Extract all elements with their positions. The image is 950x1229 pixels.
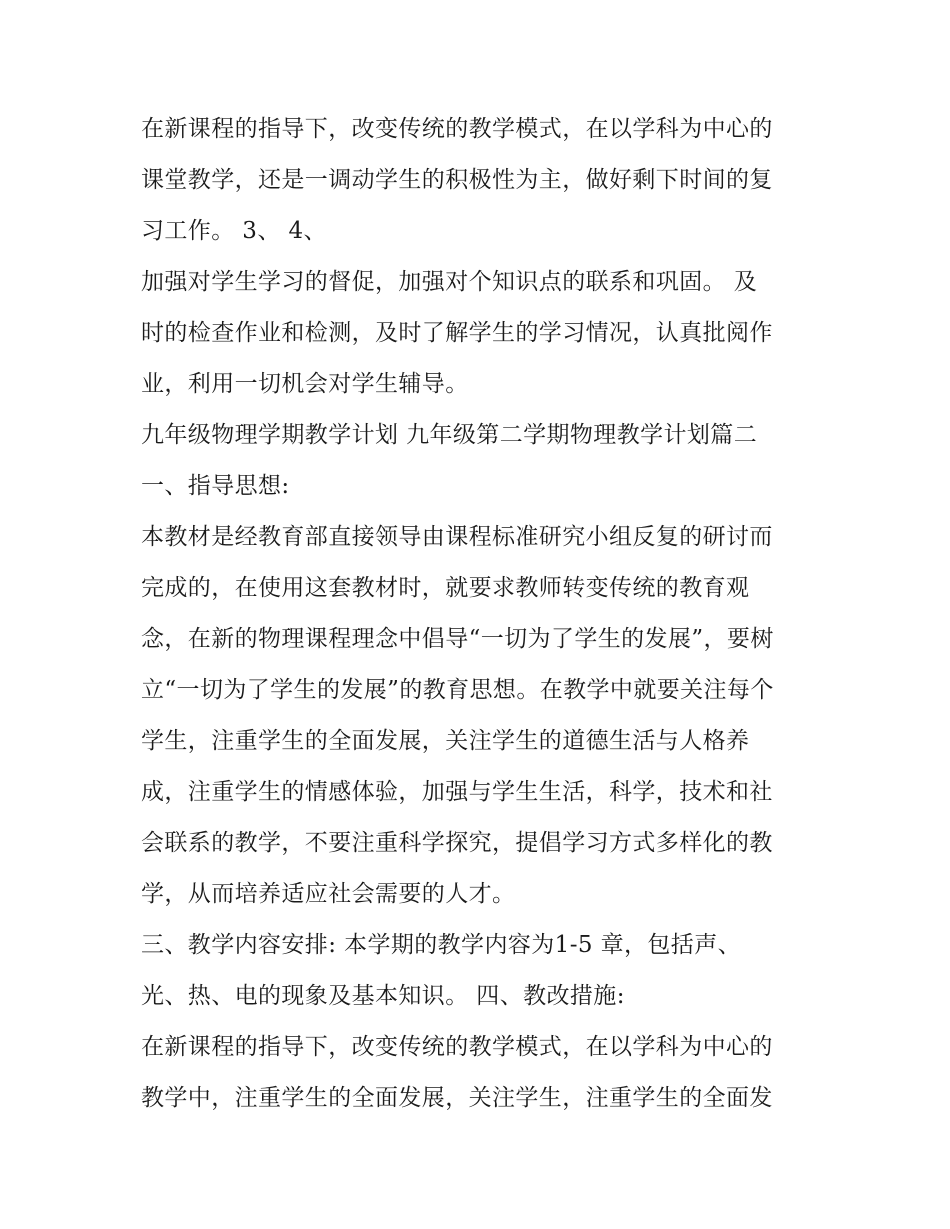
text-line: 时的检查作业和检测，及时了解学生的学习情况，认真批阅作 [141,320,773,346]
text-line: 本教材是经教育部直接领导由课程标准研究小组反复的研讨而 [141,524,773,550]
text-line: 课堂教学，还是一调动学生的积极性为主，做好剩下时间的复 [141,167,773,193]
text-line: 会联系的教学，不要注重科学探究，提倡学习方式多样化的教 [141,830,773,856]
text-line: 学生，注重学生的全面发展，关注学生的道德生活与人格养 [141,728,750,754]
text-line: 学，从而培养适应社会需要的人才。 [141,881,516,907]
text-line: 念，在新的物理课程理念中倡导“一切为了学生的发展”，要树 [141,626,774,652]
section-title: 九年级物理学期教学计划 九年级第二学期物理教学计划篇二 [141,422,758,448]
text-line: 在新课程的指导下，改变传统的教学模式，在以学科为中心的 [141,1034,773,1060]
text-line: 业，利用一切机会对学生辅导。 [141,371,469,397]
text-line: 在新课程的指导下，改变传统的教学模式，在以学科为中心的 [141,116,773,142]
text-line: 立“一切为了学生的发展”的教育思想。在教学中就要关注每个 [141,677,774,703]
section-heading: 三、教学内容安排: 本学期的教学内容为1-5 章，包括声、 [141,932,742,958]
section-heading: 一、指导思想: [141,473,290,499]
text-line: 成，注重学生的情感体验，加强与学生生活，科学，技术和社 [141,779,773,805]
text-line: 习工作。 3、 4、 [141,218,327,244]
text-line: 加强对学生学习的督促，加强对个知识点的联系和巩固。 及 [141,269,758,295]
text-line: 完成的，在使用这套教材时，就要求教师转变传统的教育观 [141,575,750,601]
text-line: 教学中，注重学生的全面发展，关注学生，注重学生的全面发 [141,1085,773,1111]
text-line: 光、热、电的现象及基本知识。 四、教改措施: [141,983,625,1009]
